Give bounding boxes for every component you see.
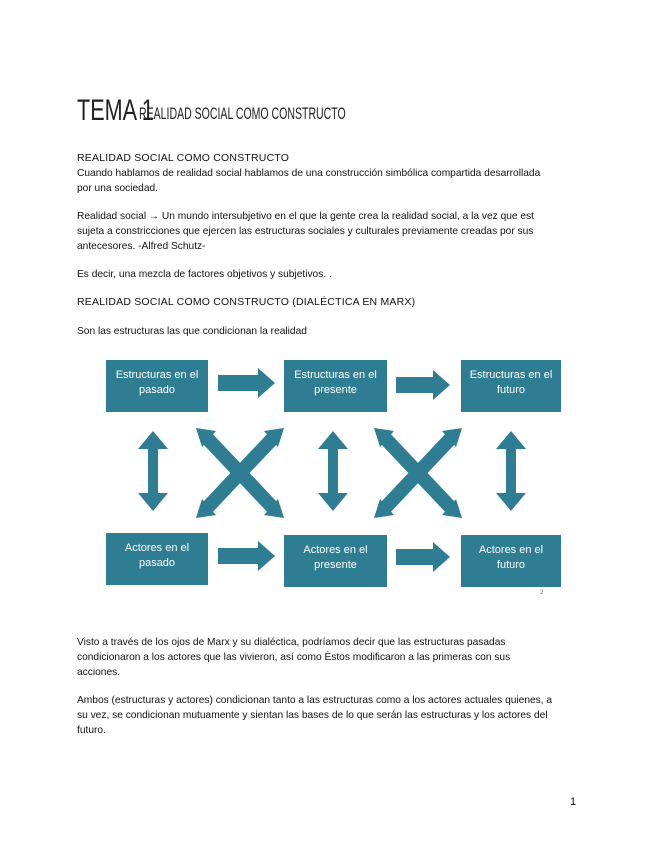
box-actors-present	[284, 535, 387, 587]
box-actors-past	[106, 533, 208, 585]
box-label: presente	[314, 384, 357, 396]
box-label: pasado	[138, 557, 176, 569]
box-label: futuro	[496, 559, 526, 571]
arrow-right-icon	[396, 370, 450, 400]
box-label: Actores en el	[303, 544, 368, 556]
section3-paragraph1	[77, 635, 577, 680]
box-structures-present	[284, 360, 387, 412]
text-line: condicionaron a los actores que las vivieron, así como Èstos modificaron a las primeras con sus	[77, 652, 511, 663]
page-number: 1	[570, 796, 577, 808]
cross-arrows-icon	[374, 428, 462, 518]
arrow-up-down-icon	[318, 431, 348, 511]
text-line: antecesores. -Alfred Schutz-	[77, 241, 206, 252]
arrow-up-down-icon	[138, 431, 168, 511]
text-line: futuro.	[77, 725, 106, 736]
text-line: sujeta a constricciones que ejercen las estructuras sociales y culturales previamente creadas por sus	[77, 226, 534, 237]
dialectic-diagram	[78, 355, 579, 601]
title-sub: REALIDAD SOCIAL COMO CONSTRUCTO	[139, 104, 346, 123]
box-label: Estructuras en el	[294, 369, 377, 381]
box-label: futuro	[496, 384, 526, 396]
text-line: acciones.	[77, 667, 121, 678]
box-label: Estructuras en el	[469, 369, 553, 381]
box-structures-past	[106, 360, 208, 412]
text-line: Ambos (estructuras y actores) condicionan tanto a las estructuras como a los actores actuales quienes, a	[77, 695, 553, 706]
arrow-right-icon	[218, 368, 275, 398]
box-label: Actores en el	[478, 544, 544, 556]
text-line: por una sociedad.	[77, 183, 158, 194]
arrow-right-icon	[218, 541, 275, 571]
slide-number: 2	[540, 590, 544, 596]
box-label: presente	[314, 559, 357, 571]
section1-paragraph1	[77, 166, 577, 196]
section3-paragraph2	[77, 693, 577, 738]
text-line: Cuando hablamos de realidad social hablamos de una construcción simbólica compartida desarrollada	[77, 168, 541, 179]
box-actors-future	[461, 535, 561, 587]
box-label: Actores en el	[124, 542, 190, 554]
arrow-right-icon	[396, 542, 450, 572]
section1-heading: REALIDAD SOCIAL COMO CONSTRUCTO	[77, 152, 290, 164]
text-line: Visto a través de los ojos de Marx y su dialéctica, podríamos decir que las estructuras pasadas	[77, 637, 506, 648]
box-structures-future	[461, 360, 561, 412]
section1-paragraph2	[77, 209, 577, 254]
section1-paragraph3: Es decir, una mezcla de factores objetivos y subjetivos. .	[77, 269, 332, 280]
box-label: pasado	[138, 384, 176, 396]
title-main: TEMA 1	[77, 94, 154, 127]
text-line: Realidad social → Un mundo intersubjetivo en el que la gente crea la realidad social, a la vez que est	[77, 211, 535, 222]
section2-intro: Son las estructuras las que condicionan la realidad	[77, 326, 307, 337]
arrow-up-down-icon	[496, 431, 526, 511]
section2-heading: REALIDAD SOCIAL COMO CONSTRUCTO (DIALÉCTICA EN MARX)	[77, 296, 416, 308]
text-line: su vez, se condicionan mutuamente y sientan las bases de lo que serán las estructuras y los actores del	[77, 710, 548, 721]
box-label: Estructuras en el	[115, 369, 199, 381]
cross-arrows-icon	[196, 428, 284, 518]
page-title	[77, 94, 346, 128]
